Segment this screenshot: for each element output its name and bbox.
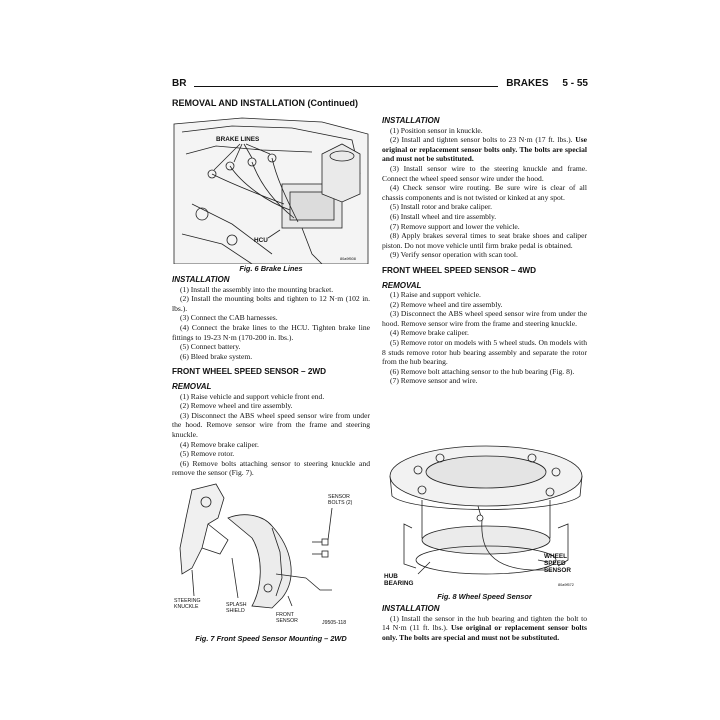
install-step: (9) Verify sensor operation with scan tool. [390,250,518,260]
removal-step: (7) Remove sensor and wire. [390,376,478,386]
install-step-4wd [382,614,587,643]
removal-step: (1) Raise vehicle and support vehicle front end. [180,391,325,401]
figure-7-id: J9505-118 [322,620,347,626]
manual-page [170,78,590,658]
label-wheel-speed-sensor: WHEEL SPEED SENSOR [544,553,571,574]
label-splash-shield: SPLASH SHIELD [226,602,247,614]
install-heading: INSTALLATION [382,604,440,613]
label-front-sensor: FRONT SENSOR [276,612,298,624]
install-step: (5) Connect battery. [180,342,241,352]
figure-6-id: 80a9f508 [340,257,356,261]
removal-heading: REMOVAL [382,280,422,290]
label-steering-knuckle: STEERING KNUCKLE [174,598,201,610]
install-step: (3) Connect the CAB harnesses. [180,313,278,323]
figure-8 [382,440,587,588]
removal-step: (2) Remove wheel and tire assembly. [180,401,293,411]
install-step: (7) Remove support and lower the vehicle. [390,221,520,231]
removal-step: (6) Remove bolts attaching sensor to steering knuckle and remove the sensor (Fig. 7). [172,458,370,478]
header-rule [194,86,498,87]
removal-step: (3) Disconnect the ABS wheel speed sensor wire from under the hood. Remove sensor wire from the frame and steering knuckle. [172,410,370,439]
install-step-4wd-text: (1) Install the sensor in the hub bearing and tighten the bolt to 14 N·m (11 ft. lbs.). [382,613,587,633]
install-step: (6) Install wheel and tire assembly. [390,211,497,221]
label-hub-bearing: HUB BEARING [384,573,414,587]
install-step: (8) Apply brakes several times to seat brake shoes and caliper piston. Do not move vehicle until firm brake pedal is obtained. [382,231,587,250]
figure-8-id: 80a9f572 [558,583,574,587]
figure-7 [172,478,370,630]
figure-7-caption: Fig. 7 Front Speed Sensor Mounting – 2WD [195,634,347,643]
page-header [170,78,590,94]
removal-step: (5) Remove rotor. [180,449,235,459]
left-column-text [172,275,370,478]
install-step-4wd-warning: Use original or replacement sensor bolts only. The bolts are special and must not be substituted. [382,623,588,642]
install-heading: INSTALLATION [382,116,440,125]
label-sensor-bolts: SENSOR BOLTS (2) [328,494,353,506]
install-step: (4) Check sensor wire routing. Be sure wire is clear of all chassis components and is not twisted or kinked at any spot. [382,183,587,202]
header-right: BRAKES 5 - 55 [506,78,588,89]
install-step: (5) Install rotor and brake caliper. [390,202,493,212]
install-step: (2) Install the mounting bolts and tighten to 12 N·m (102 in. lbs.). [172,294,370,313]
front-speed-sensor-illustration [172,478,370,630]
removal-step: (4) Remove brake caliper. [390,328,469,338]
removal-step: (5) Remove rotor on models with 5 wheel studs. On models with 8 studs remove rotor hub bearing assembly and separate the rotor from the hub bearing. [382,338,587,367]
right-column-text-bottom [382,604,587,642]
removal-heading: REMOVAL [172,381,212,391]
install-step: (1) Install the assembly into the mounting bracket. [180,284,334,294]
label-brake-lines: BRAKE LINES [216,136,260,143]
removal-step: (1) Raise and support vehicle. [390,290,481,300]
install-step: (1) Position sensor in knuckle. [390,125,483,135]
figure-8-caption: Fig. 8 Wheel Speed Sensor [437,592,532,601]
label-sensor-bolts-text: SENSOR [328,494,350,500]
header-left: BR [172,78,187,89]
removal-step: (4) Remove brake caliper. [180,439,259,449]
removal-step: (3) Disconnect the ABS wheel speed sensor wire from under the hood. Remove sensor wire from the frame and steering knuckle. [382,309,587,328]
removal-step: (6) Remove bolt attaching sensor to the hub bearing (Fig. 8). [390,366,575,376]
removal-step: (2) Remove wheel and tire assembly. [390,299,503,309]
figure-6 [172,114,370,264]
fws-2wd-heading: FRONT WHEEL SPEED SENSOR – 2WD [172,367,327,377]
install-step: (3) Install sensor wire to the steering knuckle and frame. Connect the wheel speed sensor wire under the hood. [382,163,587,183]
install-step-2 [382,135,587,164]
section-title: REMOVAL AND INSTALLATION (Continued) [172,98,358,108]
install-step-2-warning: Use original or replacement sensor bolts only. The bolts are special and must not be substituted. [382,135,587,164]
install-step-2-text: (2) Install and tighten sensor bolts to 23 N·m (17 ft. lbs.). [390,135,576,145]
right-column-text [382,116,587,386]
wheel-speed-sensor-illustration [382,440,587,588]
fws-4wd-heading: FRONT WHEEL SPEED SENSOR – 4WD [382,265,537,275]
install-step: (4) Connect the brake lines to the HCU. Tighten brake line fittings to 19-23 N·m (170-200 in. lbs.). [172,322,370,342]
label-hcu: HCU [254,237,268,244]
install-heading: INSTALLATION [172,275,230,284]
figure-6-caption: Fig. 6 Brake Lines [239,264,303,273]
brake-lines-illustration [172,114,370,264]
install-step: (6) Bleed brake system. [180,351,253,361]
